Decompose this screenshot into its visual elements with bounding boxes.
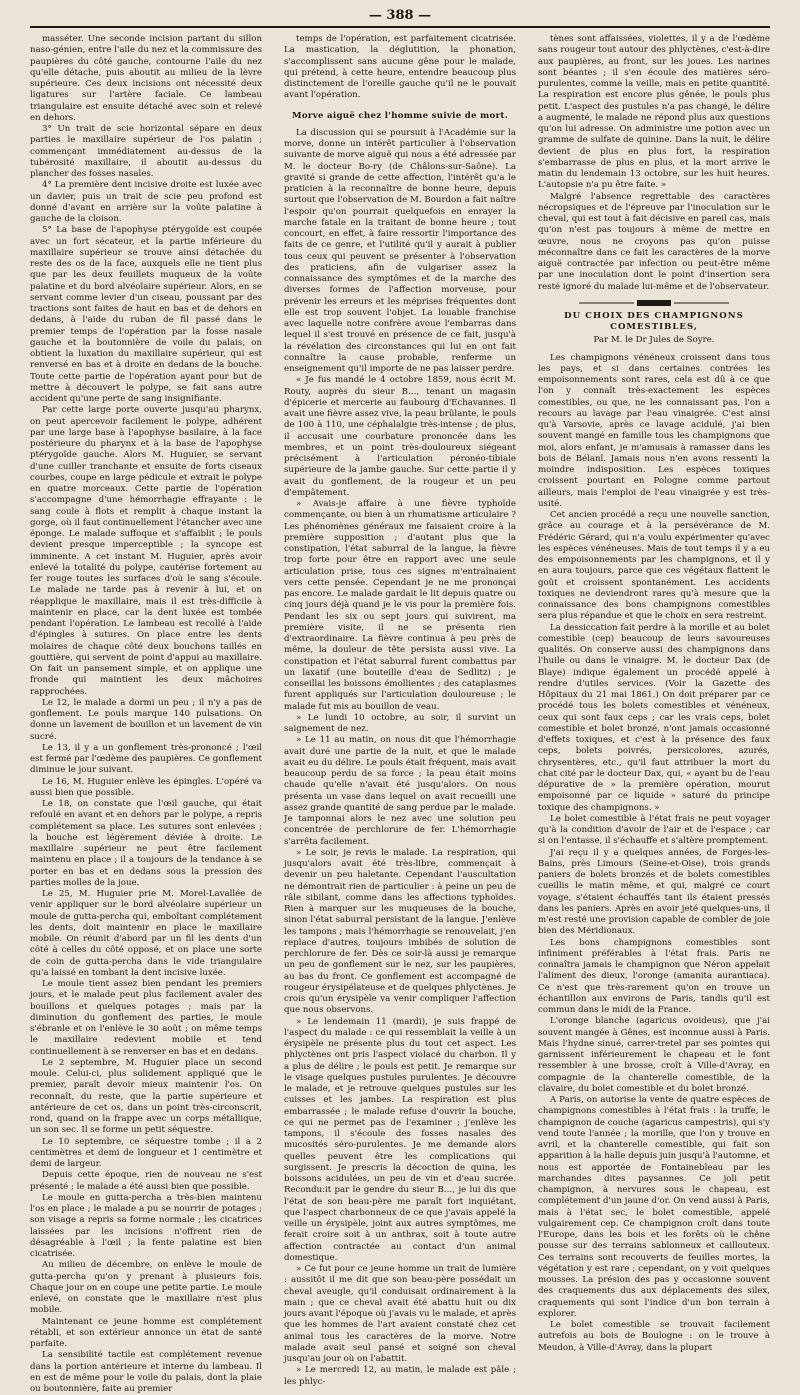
paragraph: Au milieu de décembre, on enlève le moule de gutta-percha qu'on y prenant à plusieurs fois. Chaque jour on en coupe une petite partie. Le moule enlevé, on constate que le maxillaire n'est plus mobile. [30,1260,262,1316]
page-header [30,8,770,28]
paragraph: 3° Un trait de scie horizontal sépare en deux parties le maxillaire supérieur de l'os palatin ; commençant immédiatement au-dessus de la tubérosité maxillaire, il aboutit au-dessus du plancher des fosses nasales. [30,124,262,179]
paragraph: Le 25, M. Huguier prie M. Morel-Lavallée de venir appliquer sur le bord alvéolaire supérieur un moule de gutta-percha qui, emboîtant complétement les dents, doit maintenir en place le maxillaire mobile. On réunit d'abord par un fil les dents d'un côté à celles du côté opposé, et on place une sorte de coin de gutta-percha dans le vide triangulaire qu'a laissé en tombant la dent incisive luxée. [30,889,262,978]
paragraph: Le bolet comestible se trouvait facilement autrefois au bois de Boulogne : on le trouve à Meudon, à Ville-d'Avray, dans la plupart [538,1320,770,1353]
paragraph: Malgré l'absence regrettable des caractères nécropsiques et de l'épreuve par l'inoculation sur le cheval, qui est tout à fait décisive en pareil cas, mais qu'on n'est pas toujours à même de mettre en œuvre, nous ne croyons pas qu'on puisse méconnaître dans ce fait les caractères de la morve aiguë contractée par infection ou peut-être même par une inoculation dont le point d'insertion sera resté ignoré du malade lui-même et de l'observateur. [538,191,770,292]
paragraph: La sensibilité tactile est complétement revenue dans la portion antérieure et interne du lambeau. Il en est de même pour le voile du palais, dont la plaie ou boutonnière, faite au premier [30,1350,262,1394]
byline: Par M. le Dr Jules de Soyre. [593,335,715,346]
paragraph: Le moule en gutta-percha a très-bien maintenu l'os en place ; le malade a pu se nourrir de potages ; son visage a repris sa forme normale ; les cicatrices laissées par les incisions n'offrent rien de désagréable à l'œil ; la fente palatine est bien cicatrisée. [30,1192,262,1259]
section-title: DU CHOIX DES CHAMPIGNONS COMESTIBLES, [564,310,744,332]
paragraph: Le moule tient assez bien pendant les premiers jours, et le malade peut plus facilement avaler des bouillons et quelques potages ; mais par la diminution du gonflement des parties, le moule s'ébranle et on l'enlève le 30 août ; on même temps le maxillaire redevient mobile et tend continuellement à se renverser en bas et en dedans. [30,979,262,1057]
paragraph: » Le 11 au matin, on nous dit que l'hémorrhagie avait duré une partie de la nuit, et que le malade avait eu du délire. Le pouls était fréquent, mais avait beaucoup perdu de sa force ; la peau était moins chaude qu'elle n'avait été jusqu'alors. On nous présenta un vase dans lequel on avait recueilli une assez grande quantité de sang perdue par le malade. Je tamponnai alors le nez avec une solution peu concentrée de perchlorure de fer. L'hémorrhagie s'arrêta facilement. [284,735,516,847]
paragraph: Maintenant ce jeune homme est complétement rétabli, et son extérieur annonce un état de santé parfaite. [30,1316,262,1349]
paragraph: » Avais-je affaire à une fièvre typhoïde commençante, ou bien à un rhumatisme articulaire ? Les phénomènes généraux me faisaient croire à la première supposition ; d'autant plus que la constipation, l'état saburral de la langue, la fièvre trop forte pour être en rapport avec une seule articulation prise, tous ces signes m'entraînaient vers cette pensée. Cependant je ne me prononçai pas encore. Le malade gardait le lit depuis quatre ou cinq jours déjà quand je le vis pour la première fois. Pendant les six ou sept jours qui suivirent, ma première visite, il ne se présenta rien d'extraordinaire. La fièvre continua à peu près de même, la douleur de tête persista aussi vive. La constipation et l'état saburral furent combattus par un laxatif (une bouteille d'eau de Sedlitz) ; je conseillai les boissons émollientes ; des cataplasmes furent appliqués sur l'articulation douloureuse ; le malade fut mis au bouillon de veau. [284,499,516,712]
section-title: Morve aiguë chez l'homme suivie de mort. [292,110,508,121]
ornament-divider [579,299,729,307]
paragraph: 4° La première dent incisive droite est luxée avec un davier, puis un trait de scie peu profond est donné d'avant en arrière sur la voûte palatine à gauche de la cloison. [30,180,262,224]
paragraph: » Ce fut pour ce jeune homme un trait de lumière : aussitôt il me dit que son beau-père possédait un cheval aveugle, qu'il conduisait ordinairement à la main ; que ce cheval avait été abattu huit ou dix jours avant l'époque où j'avais vu le malade, et après que les hommes de l'art avaient constaté chez cet animal tous les caractères de la morve. Notre malade avait seul pansé et soigné son cheval jusqu'au jour où on l'abattit. [284,1264,516,1364]
paragraph: tènes sont affaissées, violettes, il y a de l'œdème sans rougeur tout autour des phlyctènes, c'est-à-dire aux paupières, au front, sur les joues. Les narines sont béantes ; il s'en écoule des matières séro-purulentes, comme la veille, mais en petite quantité. La respiration est encore plus gênée, le pouls plus petit. L'aspect des pustules n'a pas changé, le délire a augmenté, le malade ne répond plus aux questions qu'on lui adresse. On administre une potion avec un gramme de sulfate de quinine. Dans la nuit, le délire devient de plus en plus fort, la respiration s'embarrasse de plus en plus, et la mort arrive le matin du lendemain 13 octobre, sur les huit heures. L'autopsie n'a pu être faite. » [538,34,770,191]
paragraph: Cet ancien procédé a reçu une nouvelle sanction, grâce au courage et à la persévérance de M. Frédéric Gérard, qui n'a voulu expérimenter qu'avec les espèces vénéneuses. Mais de tout temps il y a eu des empoisonnements par les champignons, et il y en aura toujours, parce que ces végétaux flattent le goût et croissent spontanément. Les accidents toxiques ne deviendront rares qu'à mesure que la connaissance des bons champignons comestibles sera plus répandue et que le choix en sera restreint. [538,510,770,622]
paragraph: Les bons champignons comestibles sont infiniment préférables à l'état frais. Paris ne connaîtra jamais le champignon que Néron appelait l'aliment des dieux, l'oronge (amanita aurantiaca). Ce n'est que très-rarement qu'on en trouve un échantillon aux environs de Paris, tandis qu'il est commun dans le midi de la France. [538,937,770,1015]
paragraph: masséter. Une seconde incision partant du sillon naso-génien, entre l'aile du nez et la commissure des paupières du côté gauche, contourne l'aile du nez qu'elle détache, puis aboutit au milieu de la lèvre supérieure. Ces deux incisions ont nécessité deux ligatures sur l'artère faciale. Ce lambeau triangulaire est ensuite détaché avec soin et relevé en dehors. [30,34,262,123]
paragraph: L'oronge blanche (agaricus ovoideus), que j'ai souvent mangée à Gênes, est inconnue aussi à Paris. Mais l'hydne sinué, carrer-tretel par ses pointes qui garnissent inférieurement le chapeau et le font ressembler à une brosse, croît à Ville-d'Avray, en compagnie de la chanterelle comestible, de la clavaire, du bolet comestible et du bolet bronzé. [538,1016,770,1094]
paragraph: « Je fus mandé le 4 octobre 1859, nous écrit M. Routy, auprès du sieur B…, tenant un magasin d'épicerie et mercerie au faubourg d'Echavannes. Il avait une fièvre assez vive, la peau brûlante, le pouls de 100 à 110, une céphalalgie très-intense ; de plus, il accusait une courbature prononcée dans les membres, et un point très-douloureux siégeant précisément à l'articulation péronéo-tibiale supérieure de la jambe gauche. Sur cette partie il y avait du gonflement, de la rougeur et un peu d'empâtement. [284,375,516,498]
column-left [30,34,262,1394]
paragraph: temps de l'opération, est parfaitement cicatrisée. La mastication, la déglutition, la phonation, s'accomplissent sans aucune gêne pour le malade, qui prétend, à cette heure, entendre beaucoup plus distinctement de l'oreille gauche qu'il ne le pouvait avant l'opération. [284,34,516,101]
paragraph: A Paris, on autorise la vente de quatre espèces de champignons comestibles à l'état frais : la truffe, le champignon de couche (agaricus campestris), qui s'y vend toute l'année ; la morille, que l'on y trouve en avril, et la chanterelle comestible, qui fait son apparition à la halle depuis juin jusqu'à l'automne, et nous est apportée de Fontainebleau par les marchandes dites paysannes. Ce joli petit champignon, à nervures sous le chapeau, est complétement d'un jaune d'or. On vend aussi à Paris, mais à l'état sec, le bolet comestible, appelé vulgairement cep. Ce champignon croît dans toute l'Europe, dans les bois et les forêts où le chêne pousse sur des terrains sablonneux et caillouteux. Ces terrains sont recouverts de feuilles mortes, la végétation y est rare ; cependant, on y voit quelques mousses. La présion des pas y occasionne souvent des craquements dus aux déplacements des silex, craquements qui sont l'indice d'un bon terrain à explorer. [538,1095,770,1319]
paragraph: » Le soir, je revis le malade. La respiration, qui jusqu'alors avait été très-libre, commençait à devenir un peu haletante. Cependant l'auscultation ne démontrait rien de particulier : à peine un peu de râle sibilant, comme dans les affections typhoïdes. Rien à marquer sur les muqueuses de la bouche, sinon l'état saburral persistant de la langue. J'enlève les tampons ; mais l'hémorrhagie se renouvelait, j'en replace d'autres, toujours imbibés de solution de perchlorure de fer. Dès ce soir-là aussi je remarque un peu de gonflement sur le nez, sur les paupières, au bas du front. Ce gonflement est accompagné de rougeur érysipélateuse et de quelques phlyctènes. Je crois qu'un érysipèle va venir compliquer l'affection que nous observons. [284,847,516,1016]
paragraph: Le 12, le malade a dormi un peu ; il n'y a pas de gonflement. Le pouls marque 140 pulsations. On donne un lavement de bouillon et un lavement de vin sucré. [30,697,262,742]
paragraph: J'ai reçu il y a quelques années, de Forges-les-Bains, près Limours (Seine-et-Oise), trois grands paniers de bolets bronzés et de bolets comestibles cueillis le matin même, et qui, malgré ce court voyage, s'étaient échauffés tant ils étaient pressés dans les paniers. Après en avoir jeté quelques-uns, il m'est resté une provision capable de combler de joie bien des Méridionaux. [538,847,770,937]
paragraph: » Le mercredi 12, au matin, le malade est pâle ; les phlyc- [284,1365,516,1387]
paragraph: Par cette large porte ouverte jusqu'au pharynx, on peut apercevoir facilement le polype, adhérent par une large base à l'apophyse basilaire, à la face postérieure du pharynx et à la base de l'apophyse ptérygoïde gauche. Alors M. Huguier, se servant d'une cuiller tranchante et ensuite de forts ciseaux courbes, coupe en large pédicule et extrait le polype en quatre morceaux. Cette partie de l'opération s'accompagne d'une hémorrhagie effrayante : le sang coule à flots et remplit à chaque instant la gorge, où il faut continuellement l'étancher avec une éponge. Le malade suffoque et s'affaiblit ; le pouls devient presque imperceptible ; la syncope est imminente. A cet instant M. Huguier, après avoir enlevé la totalité du polype, cautérise fortement au fer rouge toutes les surfaces d'où le sang s'écoule. Le malade ne tarde pas à revenir à lui, et on réapplique le maxillaire, mais il est très-difficile à maintenir en place, car la dent luxée est tombée pendant l'opération. Le lambeau est recollé à l'aide d'épingles à sutures. On place entre les dents molaires de chaque côté deux bouchons taillés en gouttière, qui servent de point d'appui au maxillaire. On fait un pansement simple, et on applique une fronde qui maintient les deux mâchoires rapprochées. [30,405,262,697]
paragraph: Le 18, on constate que l'œil gauche, qui était refoulé en avant et en dehors par le polype, a repris complétement sa place. Les sutures sont enlevées ; la bouche est légèrement déviée à droite. Le maxillaire supérieur ne peut être facilement maintenu en place ; il a toujours de la tendance à se porter en bas et en dedans sous la pression des parties molles de la joue. [30,799,262,888]
paragraph: 5° La base de l'apophyse ptérygoïde est coupée avec un fort sécateur, et la partie inférieure du maxillaire supérieur se trouve ainsi détachée du reste des os de la face, auxquels elle ne tient plus que par les deux feuillets muqueux de la voûte palatine et du bord alvéolaire supérieur. Alors, en se servant comme levier d'un ciseau, poussant par des tractions sont faites de haut en bas et de dehors en dedans, à l'aide du ruban de fil passé dans le premier temps de l'opération par la fosse nasale gauche et la boutonnière de voile du palais, on obtient la luxation du maxillaire supérieur, qui est renversé en bas et à droite en dedans de la bouche. Toute cette partie de l'opération ayant pour but de mettre à découvert le polype, se fait sans autre accident qu'une perte de sang insignifiante. [30,225,262,404]
paragraph: Le 2 septembre, M. Huguier place un second moule. Celui-ci, plus solidement appliqué que le premier, paraît devoir mieux maintenir l'os. On reconnaît, du reste, que la partie supérieure et antérieure de cet os, dans un point très-circonscrit, rond, quand on la frappe avec un corps métallique, un son sec. Il se forme un petit séquestre. [30,1057,262,1136]
paragraph: Le bolet comestible à l'état frais ne peut voyager qu'à la condition d'avoir de l'air et de l'espace ; car si on l'entasse, il s'échauffe et s'altère promptement. [538,813,770,847]
paragraph: Le 13, il y a un gonflement très-prononcé ; l'œil est fermé par l'œdème des paupières. Ce gonflement diminue le jour suivant. [30,742,262,776]
paragraph: Le 16, M. Huguier enlève les épingles. L'opéré va aussi bien que possible. [30,776,262,798]
paragraph: La dessiccation fait perdre à la morille et au bolet comestible (cep) beaucoup de leurs savoureuses qualités. On conserve aussi des champignons dans l'huile ou dans le vinaigre. M. le docteur Dax (de Blaye) indique également un procédé appelé à rendre d'utiles services. (Voir la Gazette des Hôpitaux du 21 mai 1861.) On doit préparer par ce procédé tous les bolets comestibles et vénéneux, ceux qui sont faux ceps ; car les vrais ceps, bolet comestible et bolet bronzé, n'ont jamais occasionné d'effets toxiques, et c'est à la présence des faux ceps, bolets poivrés, persicolores, azurés, chrysentères, etc., qu'il faut attribuer la mort du chat cité par le docteur Dax, qui, « ayant bu de l'eau dépurative de » la première opération, mourut empoisonné par ce liquide » saturé du principe toxique des champignons. » [538,622,770,813]
paragraph: » Le lendemain 11 (mardi), je suis frappé de l'aspect du malade : ce qui ressemblait la veille à un érysipèle ne présente plus du tout cet aspect. Les phlyctènes ont pris l'aspect violacé du charbon. Il y a plus de délire ; le pouls est petit. Je remarque sur le visage quelques pustules purulentes. Je découvre le malade, et je retrouve quelques pustules sur les cuisses et les jambes. La respiration est plus embarrassée ; le malade refuse d'ouvrir la bouche, ce qui ne permet pas de l'examiner ; j'enlève les tampons, il s'écoule des fosses nasales des mucosités séro-purulentes. Je me demande alors quelles peuvent être les complications qui surgissent. Je prescris la décoction de quina, les boissons acidulées, un peu de vin et d'eau sucrée. Recondu:it par le gendre du sieur B…, je lui dis que l'état de son beau-père me paraît fort inquiétant, que l'aspect charbonneux de ce que j'avais appelé la veille un érysipèle, joint aux autres symptômes, me ferait croire soit à un anthrax, soit à toute autre affection contractée au contact d'un animal domestique. [284,1016,516,1263]
column-right [538,34,770,1353]
paragraph: Les champignons vénéneux croissent dans tous les pays, et si dans certaines contrées les empoisonnements sont rares, cela est dû à ce que l'on y connaît très-exactement les espèces comestibles, ou que, ne les connaissant pas, l'on a recours au lavage par l'eau vinaigrée. C'est ainsi qu'à Varsovie, après ce lavage acidulé, j'ai bien souvent mangé en famille tous les champignons que moi, alors enfant, je m'amusais à ramasser dans les bois de Bélanî. Jamais nous n'en avons ressenti la moindre indisposition. Les espèces toxiques croissent pourtant en Pologne comme partout ailleurs, mais l'emploi de l'eau vinaigrée y est très-usité. [538,352,770,509]
column-middle [284,34,516,1387]
paragraph: La discussion qui se poursuit à l'Académie sur la morve, donne un intérêt particulier à l'observation suivante de morve aiguë qui nous a été adressée par M. le docteur Bo-ry (de Châlons-sur-Saône). La gravité si grande de cette affection, l'intérêt qu'a le praticien à la reconnaître de bonne heure, depuis surtout que l'observation de M. Bourdon a fait naître l'espoir qu'on pourrait quelquefois en enrayer la marche fatale en la traitant de bonne heure ; tout concourt, en effet, à faire ressortir l'importance des faits de ce genre, et l'utilité qu'il y aurait à publier tous ceux qui peuvent se présenter à l'observation des praticiens, afin de vulgariser assez la connaissance des symptômes et de la marche des diverses formes de l'affection morveuse, pour prévenir les erreurs et les méprises fréquentes dont elle est trop souvent l'objet. La louable franchise avec laquelle notre confrère avoue l'embarras dans lequel il s'est trouvé en présence de ce fait, jusqu'à la révélation des circonstances qui lui en ont fait connaître la cause probable, renferme un enseignement qu'il importe de ne pas laisser perdre. [284,127,516,374]
paragraph: Depuis cette époque, rien de nouveau ne s'est présenté ; le malade a été aussi bien que possible. [30,1170,262,1192]
page-number: — 388 — [368,8,432,23]
paragraph: » Le lundi 10 octobre, au soir, il survint un saignement de nez. [284,712,516,734]
paragraph: Le 10 septembre, ce séquestre tombe ; il a 2 centimètres et demi de longueur et 1 centimètre et demi de largeur. [30,1136,262,1169]
